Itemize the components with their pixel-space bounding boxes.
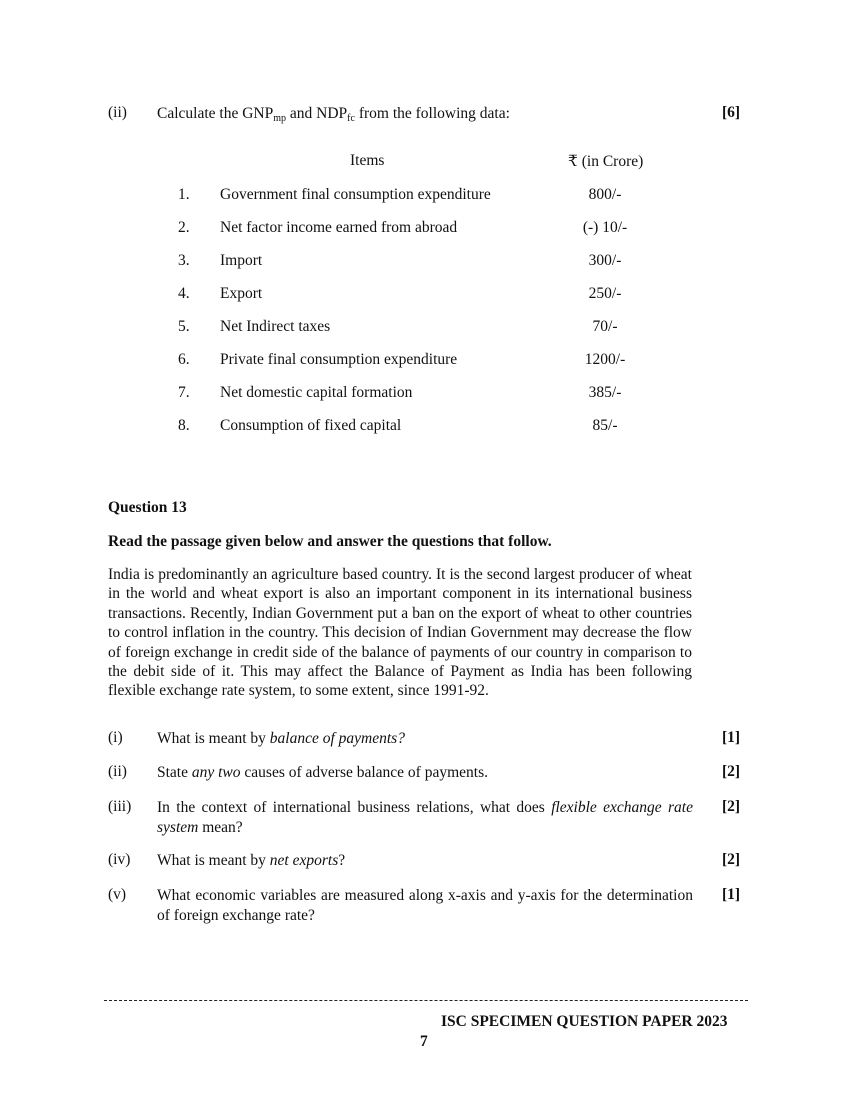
table-row: [0, 384, 850, 406]
question-part-number: (ii): [108, 763, 127, 780]
table-header-value: ₹ (in Crore): [568, 153, 644, 170]
row-value: 70/-: [592, 318, 618, 335]
question-part-text: What is meant by net exports?: [157, 852, 346, 869]
question-part-text: What economic variables are measured along x-axis and y-axis for the determination of foreign exchange rate?: [157, 887, 693, 924]
question-instruction: Read the passage given below and answer the questions that follow.: [108, 533, 552, 550]
question-part-number: (iii): [108, 798, 132, 815]
row-item: Net Indirect taxes: [220, 318, 331, 335]
footer-divider: [104, 1000, 748, 1001]
row-value: 385/-: [588, 384, 622, 401]
passage-text: India is predominantly an agriculture based country. It is the second largest producer of wheat in the world and wheat export is also an important component in its international business transactions. Recently, Indian Government put a ban on the export of wheat to other countries to control inflation in the country. This decision of Indian Government may decrease the flow of foreign exchange in credit side of the balance of payments of our country in comparison to the debit side of it. This may affect the Balance of Payment as India has been following flexible exchange rate system, to some extent, since 1991-92.: [108, 566, 692, 700]
question-part-text: Calculate the $GNP_{mp}$ and $NDP_{fc}$ from the following data:: [157, 105, 510, 124]
marks: [2]: [722, 851, 741, 868]
marks: [1]: [722, 729, 741, 746]
row-value: 1200/-: [584, 351, 626, 368]
question-part-text: State any two causes of adverse balance of payments.: [157, 764, 488, 781]
row-value: 300/-: [588, 252, 622, 269]
marks: [1]: [722, 886, 741, 903]
row-number: 2.: [178, 219, 190, 236]
marks: [2]: [722, 798, 741, 815]
table-row: [0, 318, 850, 340]
row-number: 4.: [178, 285, 190, 302]
question-part-text: In the context of international business relations, what does flexible exchange rate system mean?: [157, 799, 693, 836]
question-part-number: (i): [108, 729, 123, 746]
marks: [2]: [722, 763, 741, 780]
row-number: 8.: [178, 417, 190, 434]
question-heading: Question 13: [108, 499, 187, 516]
question-part-text: What is meant by balance of payments?: [157, 730, 405, 747]
question-part-number: (v): [108, 886, 127, 903]
row-value: (-) 10/-: [582, 219, 628, 236]
row-item: Export: [220, 285, 263, 302]
row-number: 1.: [178, 186, 190, 203]
table-header-items: Items: [350, 152, 385, 169]
row-number: 6.: [178, 351, 190, 368]
table-row: [0, 417, 850, 439]
row-item: Net domestic capital formation: [220, 384, 413, 401]
row-item: Net factor income earned from abroad: [220, 219, 458, 236]
footer-title: ISC SPECIMEN QUESTION PAPER 2023: [441, 1013, 728, 1030]
row-number: 7.: [178, 384, 190, 401]
row-number: 3.: [178, 252, 190, 269]
row-value: 85/-: [592, 417, 618, 434]
marks: [6]: [722, 104, 741, 121]
row-value: 800/-: [588, 186, 622, 203]
table-row: [0, 186, 850, 208]
table-row: [0, 285, 850, 307]
question-part-number: (iv): [108, 851, 131, 868]
table-row: [0, 252, 850, 274]
table-row: [0, 351, 850, 373]
row-number: 5.: [178, 318, 190, 335]
page-number: 7: [420, 1033, 428, 1050]
row-item: Private final consumption expenditure: [220, 351, 458, 368]
row-item: Import: [220, 252, 263, 269]
question-part-number: (ii): [108, 104, 127, 121]
row-item: Consumption of fixed capital: [220, 417, 402, 434]
table-row: [0, 219, 850, 241]
row-value: 250/-: [588, 285, 622, 302]
row-item: Government final consumption expenditure: [220, 186, 491, 203]
